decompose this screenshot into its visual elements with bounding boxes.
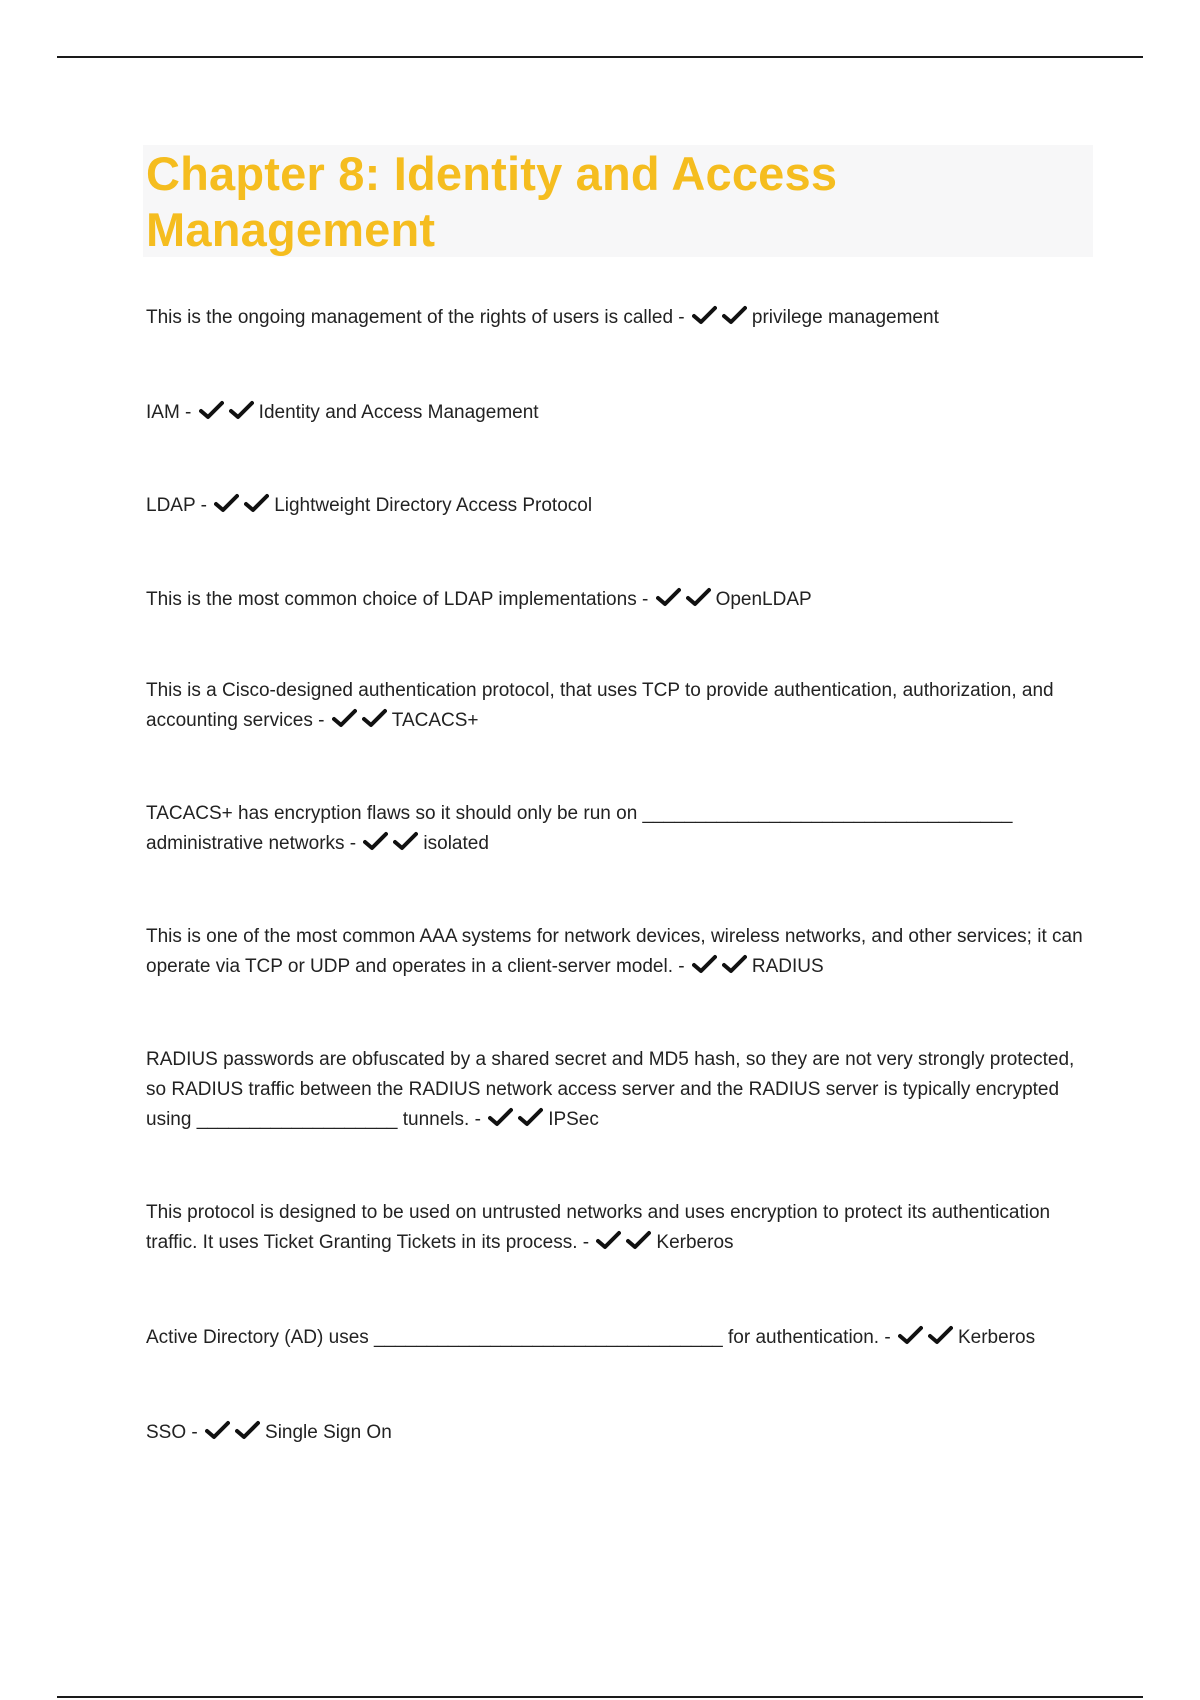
check-marks bbox=[332, 708, 390, 738]
check-icon bbox=[205, 1420, 230, 1440]
check-icon bbox=[393, 831, 418, 851]
answer-text: Kerberos bbox=[957, 1327, 1036, 1348]
flashcard-item bbox=[146, 1198, 1086, 1260]
question-text: This is the ongoing management of the rights of users is called - bbox=[146, 307, 685, 328]
answer-text: IPSec bbox=[548, 1109, 599, 1130]
check-icon bbox=[686, 587, 711, 607]
check-icon bbox=[488, 1107, 513, 1127]
page-bottom-rule bbox=[57, 1696, 1143, 1698]
flashcard-item bbox=[146, 1045, 1086, 1137]
flashcard-item bbox=[146, 1323, 1086, 1355]
check-icon bbox=[362, 708, 387, 728]
check-icon bbox=[332, 708, 357, 728]
check-marks bbox=[199, 400, 257, 430]
question-text: Active Directory (AD) uses _________________________________ for authentication. - bbox=[146, 1327, 891, 1348]
check-icon bbox=[722, 954, 747, 974]
check-icon bbox=[626, 1230, 651, 1250]
check-icon bbox=[214, 493, 239, 513]
flashcard-item bbox=[146, 398, 1086, 430]
check-marks bbox=[488, 1107, 546, 1137]
page-top-rule bbox=[57, 56, 1143, 58]
check-marks bbox=[363, 831, 421, 861]
check-icon bbox=[722, 305, 747, 325]
answer-text: TACACS+ bbox=[391, 710, 479, 731]
flashcard-item bbox=[146, 491, 1086, 523]
check-icon bbox=[596, 1230, 621, 1250]
question-text: This is a Cisco-designed authentication protocol, that uses TCP to provide authentication, authorization, and accounting services - bbox=[146, 680, 1054, 731]
check-marks bbox=[692, 305, 750, 335]
flashcard-item bbox=[146, 303, 1086, 335]
check-icon bbox=[235, 1420, 260, 1440]
question-text: TACACS+ has encryption flaws so it should only be run on ___________________________________ administrative networks - bbox=[146, 803, 1013, 854]
answer-text: Identity and Access Management bbox=[258, 402, 539, 423]
check-icon bbox=[363, 831, 388, 851]
check-icon bbox=[898, 1325, 923, 1345]
check-marks bbox=[898, 1325, 956, 1355]
question-text: SSO - bbox=[146, 1422, 198, 1443]
answer-text: Kerberos bbox=[656, 1232, 734, 1253]
check-marks bbox=[214, 493, 272, 523]
question-text: RADIUS passwords are obfuscated by a shared secret and MD5 hash, so they are not very strongly protected, so RADIUS traffic between the RADIUS network access server and the RADIUS server is typically encrypted using ___________________ tunnels. - bbox=[146, 1049, 1075, 1130]
check-marks bbox=[596, 1230, 654, 1260]
check-icon bbox=[656, 587, 681, 607]
check-marks bbox=[205, 1420, 263, 1450]
question-text: This is one of the most common AAA systems for network devices, wireless networks, and other services; it can operate via TCP or UDP and operates in a client-server model. - bbox=[146, 926, 1083, 977]
answer-text: privilege management bbox=[751, 307, 939, 328]
check-icon bbox=[229, 400, 254, 420]
flashcard-item bbox=[146, 585, 1086, 617]
check-icon bbox=[692, 954, 717, 974]
answer-text: RADIUS bbox=[751, 956, 824, 977]
flashcard-item bbox=[146, 922, 1086, 984]
check-icon bbox=[692, 305, 717, 325]
check-icon bbox=[928, 1325, 953, 1345]
question-text: IAM - bbox=[146, 402, 192, 423]
question-text: This protocol is designed to be used on untrusted networks and uses encryption to protect its authentication traffic. It uses Ticket Granting Tickets in its process. - bbox=[146, 1202, 1051, 1253]
check-icon bbox=[244, 493, 269, 513]
check-icon bbox=[199, 400, 224, 420]
check-icon bbox=[518, 1107, 543, 1127]
page-title: Chapter 8: Identity and Access Management bbox=[146, 147, 838, 256]
flashcard-item bbox=[146, 676, 1086, 738]
answer-text: isolated bbox=[423, 833, 489, 854]
answer-text: Single Sign On bbox=[265, 1422, 392, 1443]
answer-text: OpenLDAP bbox=[715, 589, 812, 610]
flashcard-item bbox=[146, 799, 1086, 861]
flashcard-item bbox=[146, 1418, 1086, 1450]
question-text: This is the most common choice of LDAP implementations - bbox=[146, 589, 649, 610]
question-text: LDAP - bbox=[146, 495, 207, 516]
check-marks bbox=[692, 954, 750, 984]
check-marks bbox=[656, 587, 714, 617]
answer-text: Lightweight Directory Access Protocol bbox=[274, 495, 593, 516]
